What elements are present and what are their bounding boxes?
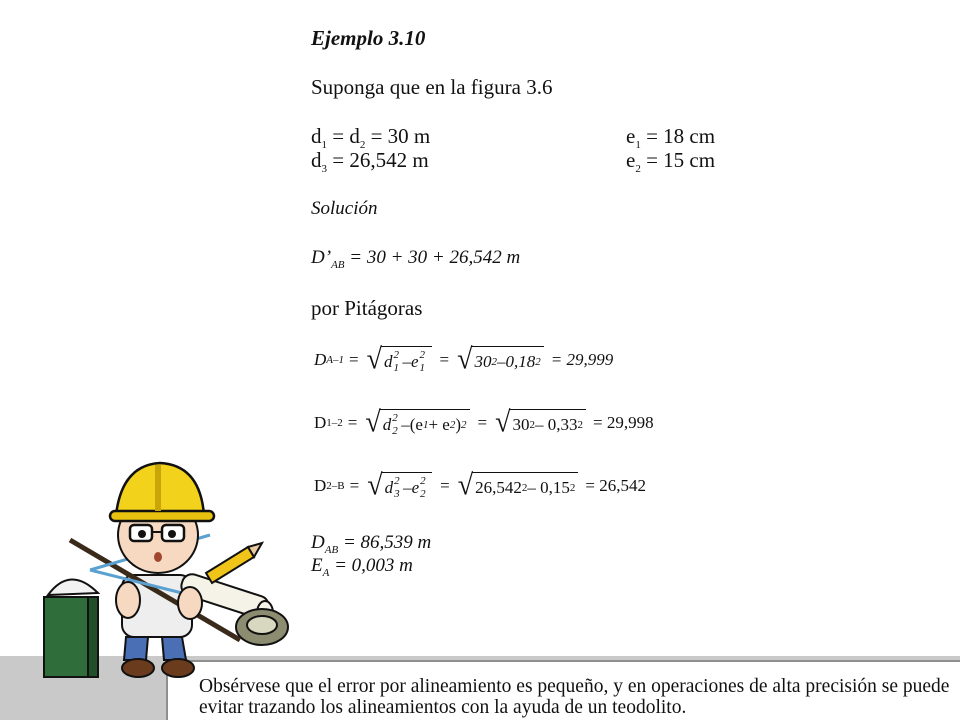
- dprime-equation: $D’_{AB} = 30 + 30 + 26,542$ m: [311, 247, 521, 271]
- intro-text: Suponga que en la figura 3.6: [311, 75, 553, 99]
- result-dab: $D_{AB} = 86,539$ m: [311, 532, 432, 556]
- pitagoras-label: por Pitágoras: [311, 296, 423, 320]
- measuring-tape-icon: [236, 609, 288, 645]
- note-line-2: evitar trazando los alineamientos con la ayuda de un teodolito.: [199, 697, 687, 718]
- result-ea: $E_A = 0,003$ m: [311, 555, 413, 579]
- hard-hat-icon: [110, 463, 214, 521]
- radical-2b: √ 30 2 – 0,33 2: [495, 409, 586, 437]
- given-e1: $e_1 = 18$ cm: [626, 124, 716, 152]
- pencil-icon: [206, 543, 262, 583]
- given-e2: $e_2 = 15$ cm: [626, 148, 716, 176]
- radical-1a: √ d 2 1 – e 2 1: [367, 346, 432, 374]
- given-d1-d2: $d_1 = d_2 = 30$ m: [311, 124, 431, 152]
- engineer-cartoon-illustration: [30, 455, 300, 690]
- radical-1b: √ 30 2 –0,18 2: [457, 346, 544, 374]
- equation-d-a1: D A–1 = √ d 2 1 – e 2 1 = √ 30 2 –0,18 2 = 29,999: [314, 343, 614, 376]
- given-d3: $d_3 = 26,542$ m: [311, 148, 429, 176]
- note-line-1: Obsérvese que el error por alineamiento es pequeño, y en operaciones de alta precisión se puede: [199, 676, 950, 697]
- example-title: Ejemplo 3.10: [311, 26, 426, 50]
- book-icon: [44, 579, 98, 677]
- radical-2a: √ d 2 2 – (e 1 + e 2 ) 2: [365, 409, 469, 437]
- equation-d-2b: D 2–B = √ d 2 3 – e 2 2 = √ 26,542 2 – 0,15 2 = 26,542: [314, 469, 646, 502]
- solution-label: Solución: [311, 198, 378, 219]
- radical-3b: √ 26,542 2 – 0,15 2: [458, 472, 579, 500]
- radical-3a: √ d 2 3 – e 2 2: [367, 472, 432, 500]
- equation-d-12: D 1–2 = √ d 2 2 – (e 1 + e 2 ) 2 = √ 30 2 – 0,33 2 = 29,998: [314, 406, 654, 439]
